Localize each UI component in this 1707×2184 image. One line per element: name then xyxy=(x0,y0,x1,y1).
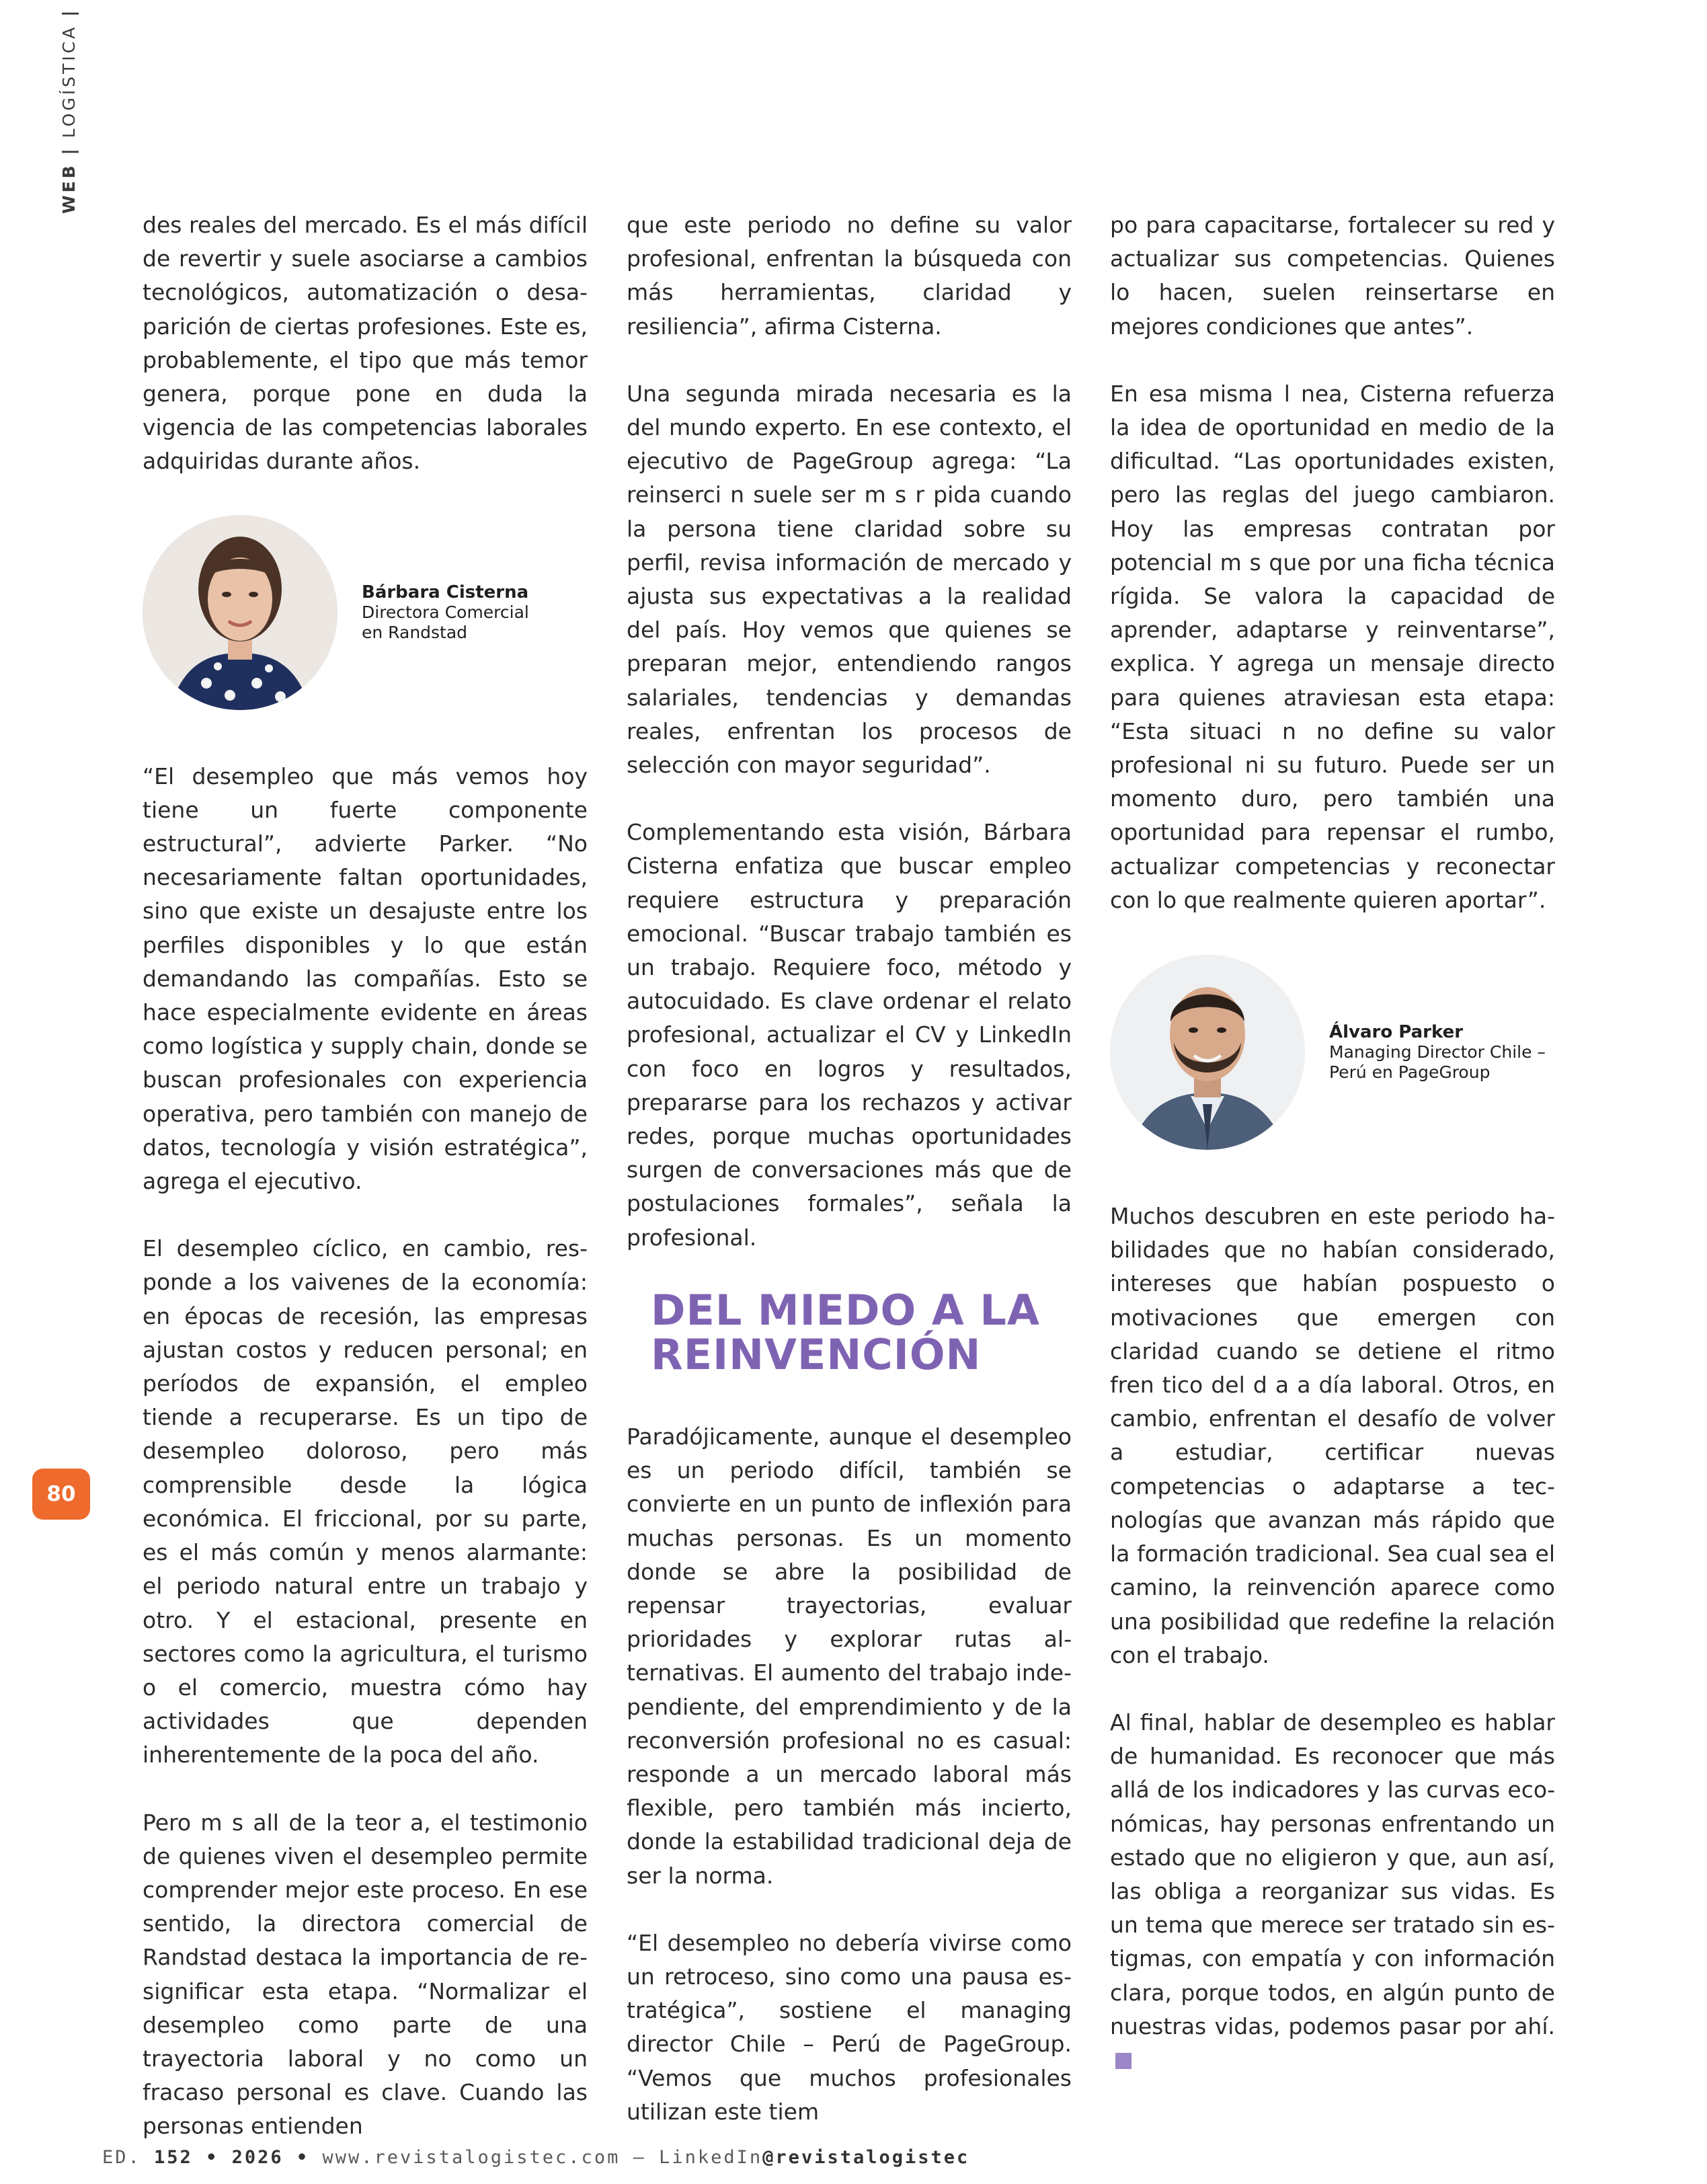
profile-company: en Randstad xyxy=(362,622,468,642)
paragraph-text: Al final, hablar de desempleo es hablar de humanidad. Es reconocer que más allá de los indicadores y las curvas económicas, hay personas enfrentando un estado que no eligieron y que, aun así, las obliga a reorganizar sus vidas. Es un tema que merece ser tratado sin estigmas, con empatía y con información clara, porque todos, en algún punto de nuestras vidas, podemos pasar por ahí. xyxy=(1110,1709,1555,2039)
paragraph: Muchos descubren en este periodo habilidades que no habían considerado, intereses que habían pospuesto o motivaciones que emergen con claridad cuando se detiene el ritmo fren tico del d a a día laboral. Otros, en cambio, enfrentan el desafío de volver a estudiar, certificar nuevas competencias o adaptarse a tecnologías que avanzan más rápido que la formación tradicional. Sea cual sea el camino, la reinvención aparece como una posibilidad que redefine la relación con el trabajo. xyxy=(1110,1203,1555,1668)
paragraph: Pero m s all de la teor a, el testimonio de quienes viven el desempleo permite comprender mejor este proceso. En ese sentido, la directora comercial de Randstad destaca la importancia de resignificar esta etapa. “Normalizar el desempleo como parte de una trayectoria laboral y no como un fracaso personal es clave. Cuando las personas entienden xyxy=(143,1809,588,2140)
paragraph: Paradójicamente, aunque el desempleo es un periodo difícil, también se convierte en un punto de inflexión para muchas personas. Es un momento donde se abre la posibilidad de repensar trayectorias, evaluar prioridades y explorar rutas alternativas. El aumento del trabajo independiente, del emprendimiento y de la reconversión profesional no es casual: responde a un mercado laboral más flexible, pero también más incierto, donde la estabilidad tradicional deja de ser la norma. xyxy=(627,1423,1072,1889)
column-3 xyxy=(1110,208,1555,2111)
section-web: WEB xyxy=(59,163,79,214)
profile-caption xyxy=(362,582,529,643)
footer xyxy=(102,2147,969,2168)
footer-bullet: • xyxy=(296,2147,310,2168)
profile-name: Álvaro Parker xyxy=(1329,1022,1464,1043)
paragraph xyxy=(1110,1706,1555,2077)
page-number: 80 xyxy=(32,1469,90,1520)
linkedin-handle[interactable]: @revistalogistec xyxy=(762,2147,970,2168)
website-link[interactable]: www.revistalogistec.com xyxy=(322,2147,621,2168)
column-1 xyxy=(143,208,588,2177)
paragraph: “El desempleo que más vemos hoy tiene un fuerte componente estructural”, advierte Parker. “No necesariamente faltan oportunidades, sino que existe un desajuste entre los perfiles disponibles y lo que están demandando las compañías. Esto se hace especialmente evidente en áreas como logística y supply chain, donde se buscan profesionales con experiencia operativa, pero también con manejo de datos, tecnología y visión estratégica”, agrega el ejecutivo. xyxy=(143,763,588,1195)
profile-barbara-cisterna xyxy=(143,508,588,717)
profile-alvaro-parker xyxy=(1110,948,1555,1157)
edition-number: 152 xyxy=(154,2147,193,2168)
column-2 xyxy=(627,208,1072,2162)
paragraph: que este periodo no define su valor profesional, enfrentan la búsqueda con más herramientas, claridad y resiliencia”, afirma Cisterna. xyxy=(627,212,1072,340)
woman-portrait-icon xyxy=(143,515,338,710)
profile-name: Bárbara Cisterna xyxy=(362,582,529,602)
edition-label: ED. xyxy=(102,2147,141,2168)
paragraph: En esa misma l nea, Cisterna refuerza la idea de oportunidad en medio de la dificultad. “Las oportunidades existen, pero las reglas del juego cambiaron. Hoy las empresas contratan por potencial m s que por una ficha técnica rígida. Se valora la capacidad de aprender, adaptarse y reinventarse”, explica. Y agrega un mensaje directo para quienes atraviesan esta etapa: “Esta situaci n no define su valor profesional ni su futuro. Puede ser un momento duro, pero también una oportunidad para repensar el rumbo, actualizar competencias y reconectar con lo que realmente quieren aportar”. xyxy=(1110,380,1555,913)
avatar-photo xyxy=(143,515,338,710)
paragraph: Complementando esta visión, Bárbara Cisterna enfatiza que buscar empleo requiere estructura y preparación emocional. “Buscar trabajo también es un trabajo. Requiere foco, método y autocuidado. Es clave ordenar el relato profesional, actualizar el CV y LinkedIn con foco en logros y resultados, prepararse para los rechazos y activar redes, porque muchas oportunidades surgen de conversaciones más que de postulaciones formales”, señala la profesional. xyxy=(627,819,1072,1251)
edition-year: 2026 xyxy=(231,2147,284,2168)
avatar-photo xyxy=(1110,955,1305,1150)
section-heading xyxy=(651,1285,1072,1379)
man-portrait-icon xyxy=(1110,955,1305,1150)
heading-line: DEL MIEDO A LA xyxy=(651,1285,1040,1335)
section-logistica: LOGÍSTICA xyxy=(59,24,79,139)
section-separator: | xyxy=(59,7,79,17)
heading-line: REINVENCIÓN xyxy=(651,1329,982,1379)
section-label xyxy=(59,0,89,214)
footer-dash: – xyxy=(633,2147,646,2168)
profile-role: Managing Director Chile – xyxy=(1329,1042,1546,1062)
profile-role: Directora Comercial xyxy=(362,602,529,622)
paragraph: po para capacitarse, fortalecer su red y actualizar sus competencias. Quienes lo hacen, suelen reinsertarse en mejores condiciones que antes”. xyxy=(1110,212,1555,340)
section-separator: | xyxy=(59,146,79,155)
linkedin-label: LinkedIn xyxy=(659,2147,763,2168)
profile-company: Perú en PageGroup xyxy=(1329,1062,1491,1083)
paragraph: El desempleo cíclico, en cambio, responde a los vaivenes de la economía: en épocas de recesión, las empresas ajustan costos y reducen personal; en períodos de expansión, el empleo tiende a recuperarse. Es un tipo de desempleo doloroso, pero más comprensible desde la lógica económica. El friccional, por su parte, es el más común y menos alarmante: el periodo natural entre un trabajo y otro. Y el estacional, presente en sectores como la agricultura, el turismo o el comercio, muestra cómo hay actividades que dependen inherentemente de la poca del año. xyxy=(143,1235,588,1768)
profile-caption xyxy=(1329,1022,1546,1083)
paragraph: “El desempleo no debería vivirse como un retroceso, sino como una pausa estratégica”, sostiene el managing director Chile – Perú de PageGroup. “Vemos que muchos profesionales utilizan este tiem xyxy=(627,1929,1072,2125)
end-of-article-icon xyxy=(1115,2053,1132,2069)
paragraph: Una segunda mirada necesaria es la del mundo experto. En ese contexto, el ejecutivo de PageGroup agrega: “La reinserci n suele ser m s r pida cuando la persona tiene claridad sobre su perfil, revisa información de mercado y ajusta sus expectativas a la realidad del país. Hoy vemos que quienes se preparan mejor, entendiendo rangos salariales, tendencias y demandas reales, enfrentan los procesos de selección con mayor seguridad”. xyxy=(627,380,1072,779)
paragraph: des reales del mercado. Es el más difícil de revertir y suele asociarse a cambios tecnológicos, automatización o desaparición de ciertas profesiones. Este es, probablemente, el tipo que más temor genera, porque pone en duda la vigencia de las competencias laborales adquiridas durante años. xyxy=(143,212,588,475)
footer-bullet: • xyxy=(206,2147,219,2168)
